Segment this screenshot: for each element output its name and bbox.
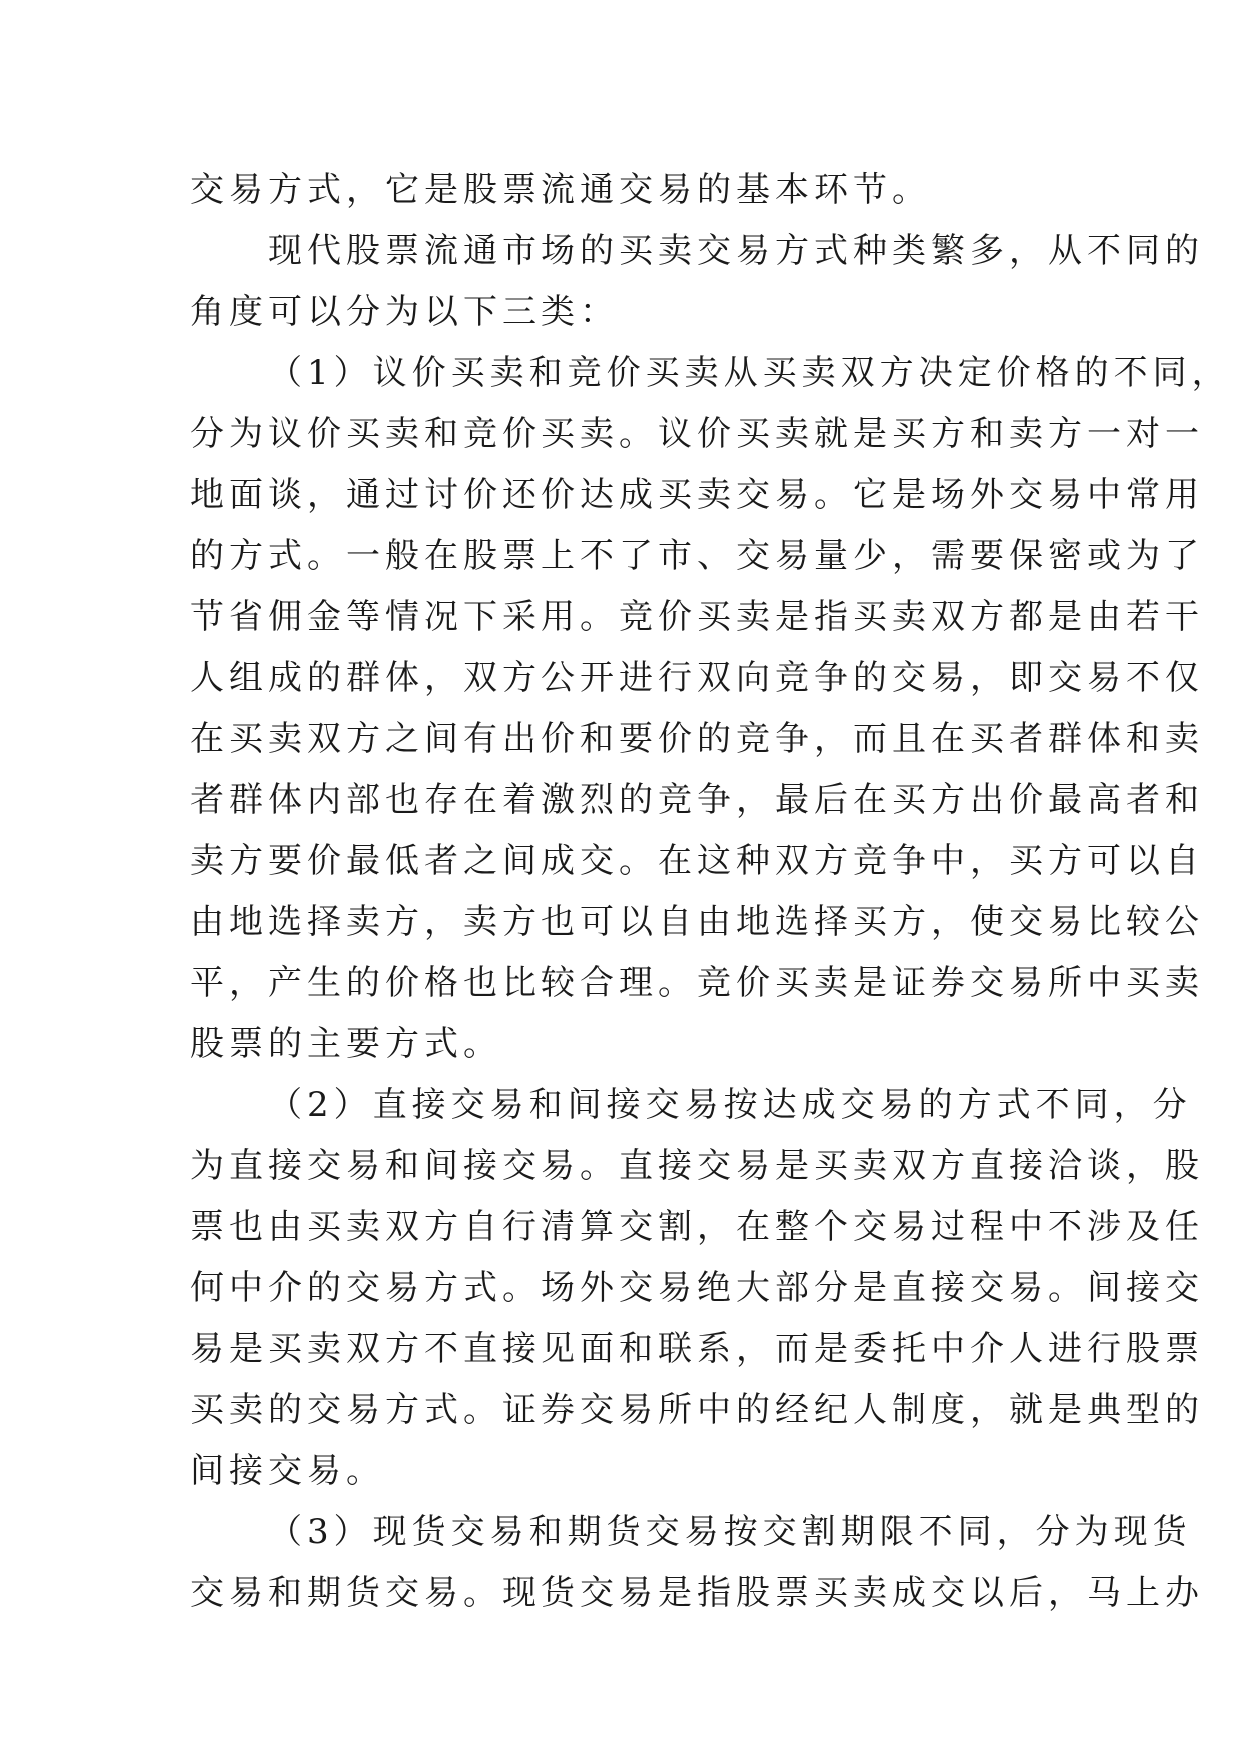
text-line: （2）直接交易和间接交易按达成交易的方式不同，分 [268, 1085, 1192, 1125]
text-line: 卖方要价最低者之间成交。在这种双方竞争中，买方可以自 [190, 841, 1204, 881]
text-line: 节省佣金等情况下采用。竞价买卖是指买卖双方都是由若干 [190, 597, 1204, 637]
text-line: 平，产生的价格也比较合理。竞价买卖是证券交易所中买卖 [190, 963, 1204, 1003]
text-line: 交易方式，它是股票流通交易的基本环节。 [190, 170, 931, 210]
text-line: 角度可以分为以下三类： [190, 292, 619, 332]
text-line: 票也由买卖双方自行清算交割，在整个交易过程中不涉及任 [190, 1207, 1204, 1247]
text-line: 地面谈，通过讨价还价达成买卖交易。它是场外交易中常用 [190, 475, 1204, 515]
text-line: 由地选择卖方，卖方也可以自由地选择买方，使交易比较公 [190, 902, 1204, 942]
text-line: 易是买卖双方不直接见面和联系，而是委托中介人进行股票 [190, 1329, 1204, 1369]
text-line: 的方式。一般在股票上不了市、交易量少，需要保密或为了 [190, 536, 1204, 576]
text-line: 交易和期货交易。现货交易是指股票买卖成交以后，马上办 [190, 1573, 1204, 1613]
text-line: （1）议价买卖和竞价买卖从买卖双方决定价格的不同， [268, 353, 1231, 393]
text-line: 为直接交易和间接交易。直接交易是买卖双方直接洽谈，股 [190, 1146, 1204, 1186]
text-line: 现代股票流通市场的买卖交易方式种类繁多，从不同的 [268, 231, 1204, 271]
text-line: 买卖的交易方式。证券交易所中的经纪人制度，就是典型的 [190, 1390, 1204, 1430]
text-line: 何中介的交易方式。场外交易绝大部分是直接交易。间接交 [190, 1268, 1204, 1308]
text-line: 间接交易。 [190, 1451, 385, 1491]
body-text [190, 160, 1231, 1624]
text-line: 人组成的群体，双方公开进行双向竞争的交易，即交易不仅 [190, 658, 1204, 698]
text-line: （3）现货交易和期货交易按交割期限不同，分为现货 [268, 1512, 1192, 1552]
text-line: 股票的主要方式。 [190, 1024, 502, 1064]
text-line: 在买卖双方之间有出价和要价的竞争，而且在买者群体和卖 [190, 719, 1204, 759]
text-line: 者群体内部也存在着激烈的竞争，最后在买方出价最高者和 [190, 780, 1204, 820]
text-line: 分为议价买卖和竞价买卖。议价买卖就是买方和卖方一对一 [190, 414, 1204, 454]
